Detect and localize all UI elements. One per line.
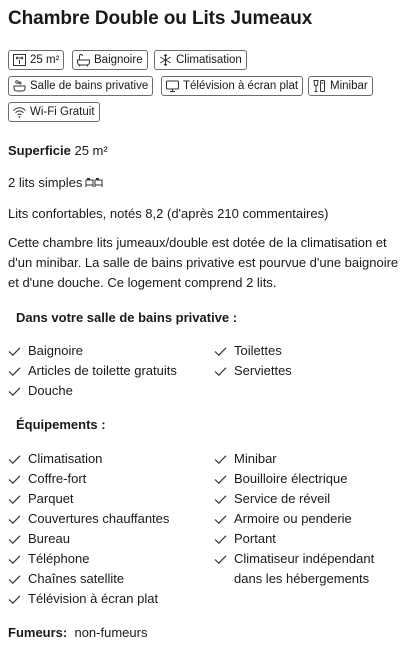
badge-label: Salle de bains privative: [30, 80, 149, 92]
equipment-heading: Équipements :: [16, 417, 106, 432]
checkmark-icon: [8, 469, 24, 489]
private-bathroom-badge: [8, 76, 153, 96]
bathtub-badge: [72, 50, 148, 70]
equipment-item: Portant: [214, 529, 276, 549]
equipment-item: Minibar: [214, 449, 277, 469]
room-description: Cette chambre lits jumeaux/double est dotée de la climatisation et d'un minibar. La salle de bains privative est pourvue d'une baignoire et d'une douche. Ce logement comprend 2 lits.: [8, 235, 399, 290]
checkmark-icon: [8, 589, 24, 609]
checkmark-icon: [214, 509, 230, 529]
checkmark-icon: [8, 509, 24, 529]
equipment-item: Parquet: [8, 489, 74, 509]
equipment-item: Coffre-fort: [8, 469, 86, 489]
flat-tv-badge: [161, 76, 303, 96]
badge-label: Télévision à écran plat: [183, 80, 299, 92]
room-area: [8, 142, 108, 160]
badge-label: Wi-Fi Gratuit: [30, 106, 95, 118]
area-label: Superficie: [8, 143, 71, 158]
checkmark-icon: [8, 341, 24, 361]
bathroom-item: Serviettes: [214, 361, 292, 381]
bathroom-item: Douche: [8, 381, 73, 401]
badge-label: Minibar: [330, 80, 368, 92]
smoking-label: Fumeurs:: [8, 625, 68, 640]
bed-rating: Lits confortables, notés 8,2 (d'après 210 commentaires): [8, 206, 329, 221]
equipment-item: Service de réveil: [214, 489, 330, 509]
checkmark-icon: [214, 549, 230, 569]
equipment-item: Bureau: [8, 529, 70, 549]
equipment-item: Climatiseur indépendant dans les hébergements: [214, 549, 374, 589]
room-title: Chambre Double ou Lits Jumeaux: [8, 8, 313, 29]
bath-icon: [12, 79, 27, 93]
smoking-policy: [8, 624, 147, 642]
checkmark-icon: [214, 469, 230, 489]
tv-icon: [165, 79, 180, 93]
free-wifi-badge: [8, 102, 100, 122]
area-badge: [8, 50, 64, 70]
bed-icon: [85, 175, 103, 187]
equipment-item: Téléphone: [8, 549, 89, 569]
checkmark-icon: [8, 529, 24, 549]
checkmark-icon: [214, 341, 230, 361]
smoking-value: non-fumeurs: [74, 625, 148, 640]
checkmark-icon: [214, 449, 230, 469]
equipment-item: Télévision à écran plat: [8, 589, 158, 609]
wifi-icon: [12, 105, 27, 119]
equipment-item: Armoire ou penderie: [214, 509, 352, 529]
equipment-item: Couvertures chauffantes: [8, 509, 169, 529]
equipment-item: Chaînes satellite: [8, 569, 124, 589]
bathtub-icon: [76, 53, 91, 67]
bathroom-heading: Dans votre salle de bains privative :: [16, 310, 238, 325]
badge-label: Climatisation: [176, 54, 242, 66]
badge-label: Baignoire: [94, 54, 143, 66]
checkmark-icon: [8, 549, 24, 569]
snowflake-icon: [158, 53, 173, 67]
checkmark-icon: [8, 569, 24, 589]
minibar-badge: [308, 76, 373, 96]
beds-text: 2 lits simples: [8, 175, 83, 190]
equipment-item: Climatisation: [8, 449, 102, 469]
bathroom-item: Articles de toilette gratuits: [8, 361, 177, 381]
checkmark-icon: [214, 529, 230, 549]
area-icon: [12, 53, 27, 67]
minibar-icon: [312, 79, 327, 93]
bathroom-item: Baignoire: [8, 341, 83, 361]
checkmark-icon: [8, 361, 24, 381]
checkmark-icon: [8, 489, 24, 509]
bathroom-item: Toilettes: [214, 341, 282, 361]
checkmark-icon: [214, 489, 230, 509]
checkmark-icon: [8, 381, 24, 401]
bed-configuration: [8, 174, 103, 192]
checkmark-icon: [8, 449, 24, 469]
checkmark-icon: [214, 361, 230, 381]
area-value: 25 m²: [74, 143, 108, 158]
equipment-item: Bouilloire électrique: [214, 469, 347, 489]
air-conditioning-badge: [154, 50, 247, 70]
badge-label: 25 m²: [30, 54, 60, 66]
